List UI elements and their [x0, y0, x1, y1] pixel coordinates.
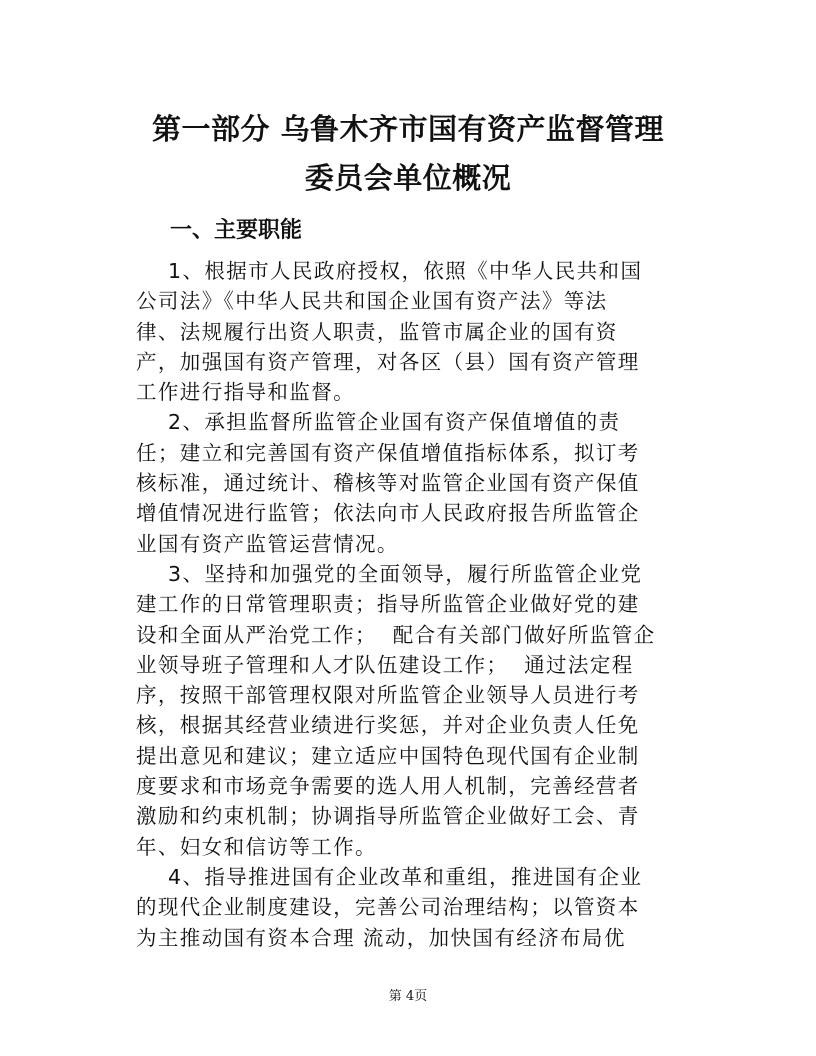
text-line: 2、承担监督所监管企业国有资产保值增值的责 — [168, 410, 621, 435]
text-line: 的现代企业制度建设，完善公司治理结构；以管资本 — [136, 895, 640, 920]
text-line: 建工作的日常管理职责；指导所监管企业做好党的建 — [136, 592, 640, 617]
page-number: 第 4页 — [388, 989, 428, 1004]
paragraph-4 — [136, 862, 696, 953]
document-title-line-2: 委员会单位概况 — [304, 161, 512, 195]
text-line: 激励和约束机制；协调指导所监管企业做好工会、青 — [136, 804, 640, 829]
text-line: 1、根据市人民政府授权，依照《中华人民共和国 — [168, 259, 643, 283]
paragraph-2 — [136, 407, 696, 558]
text-line: 设和全面从严治党工作； 配合有关部门做好所监管企 — [136, 622, 656, 647]
text-line: 工作进行指导和监督。 — [136, 380, 355, 405]
text-line: 律、法规履行出资人职责，监管市属企业的国有资 — [136, 319, 618, 344]
text-line: 产，加强国有资产管理，对各区（县）国有资产管理 — [136, 349, 640, 374]
text-line: 度要求和市场竞争需要的选人用人机制，完善经营者 — [136, 774, 640, 799]
text-line: 提出意见和建议；建立适应中国特色现代国有企业制 — [136, 743, 640, 768]
text-line: 业国有资产监管运营情况。 — [136, 531, 399, 556]
text-line: 4、指导推进国有企业改革和重组，推进国有企业 — [168, 864, 643, 889]
text-line: 核，根据其经营业绩进行奖惩，并对企业负责人任免 — [136, 713, 640, 738]
text-line: 任；建立和完善国有资产保值增值指标体系，拟订考 — [136, 440, 640, 465]
paragraph-3 — [136, 559, 696, 862]
paragraph-1 — [136, 256, 696, 407]
text-line: 为主推动国有资本合理 流动，加快国有经济布局优 — [136, 925, 626, 950]
text-line: 业领导班子管理和人才队伍建设工作； 通过法定程 — [136, 652, 634, 677]
text-line: 公司法》《中华人民共和国企业国有资产法》等法 — [136, 289, 608, 314]
text-line: 3、坚持和加强党的全面领导，履行所监管企业党 — [168, 561, 643, 586]
section-heading: 一、主要职能 — [170, 218, 303, 243]
text-line: 核标准，通过统计、稽核等对监管企业国有资产保值 — [136, 471, 640, 496]
text-line: 增值情况进行监管；依法向市人民政府报告所监管企 — [136, 501, 640, 526]
text-line: 年、妇女和信访等工作。 — [136, 834, 377, 859]
body-text — [136, 256, 696, 953]
document-title-line-1: 第一部分 乌鲁木齐市国有资产监督管理 — [151, 112, 665, 146]
text-line: 序，按照干部管理权限对所监管企业领导人员进行考 — [136, 683, 640, 708]
